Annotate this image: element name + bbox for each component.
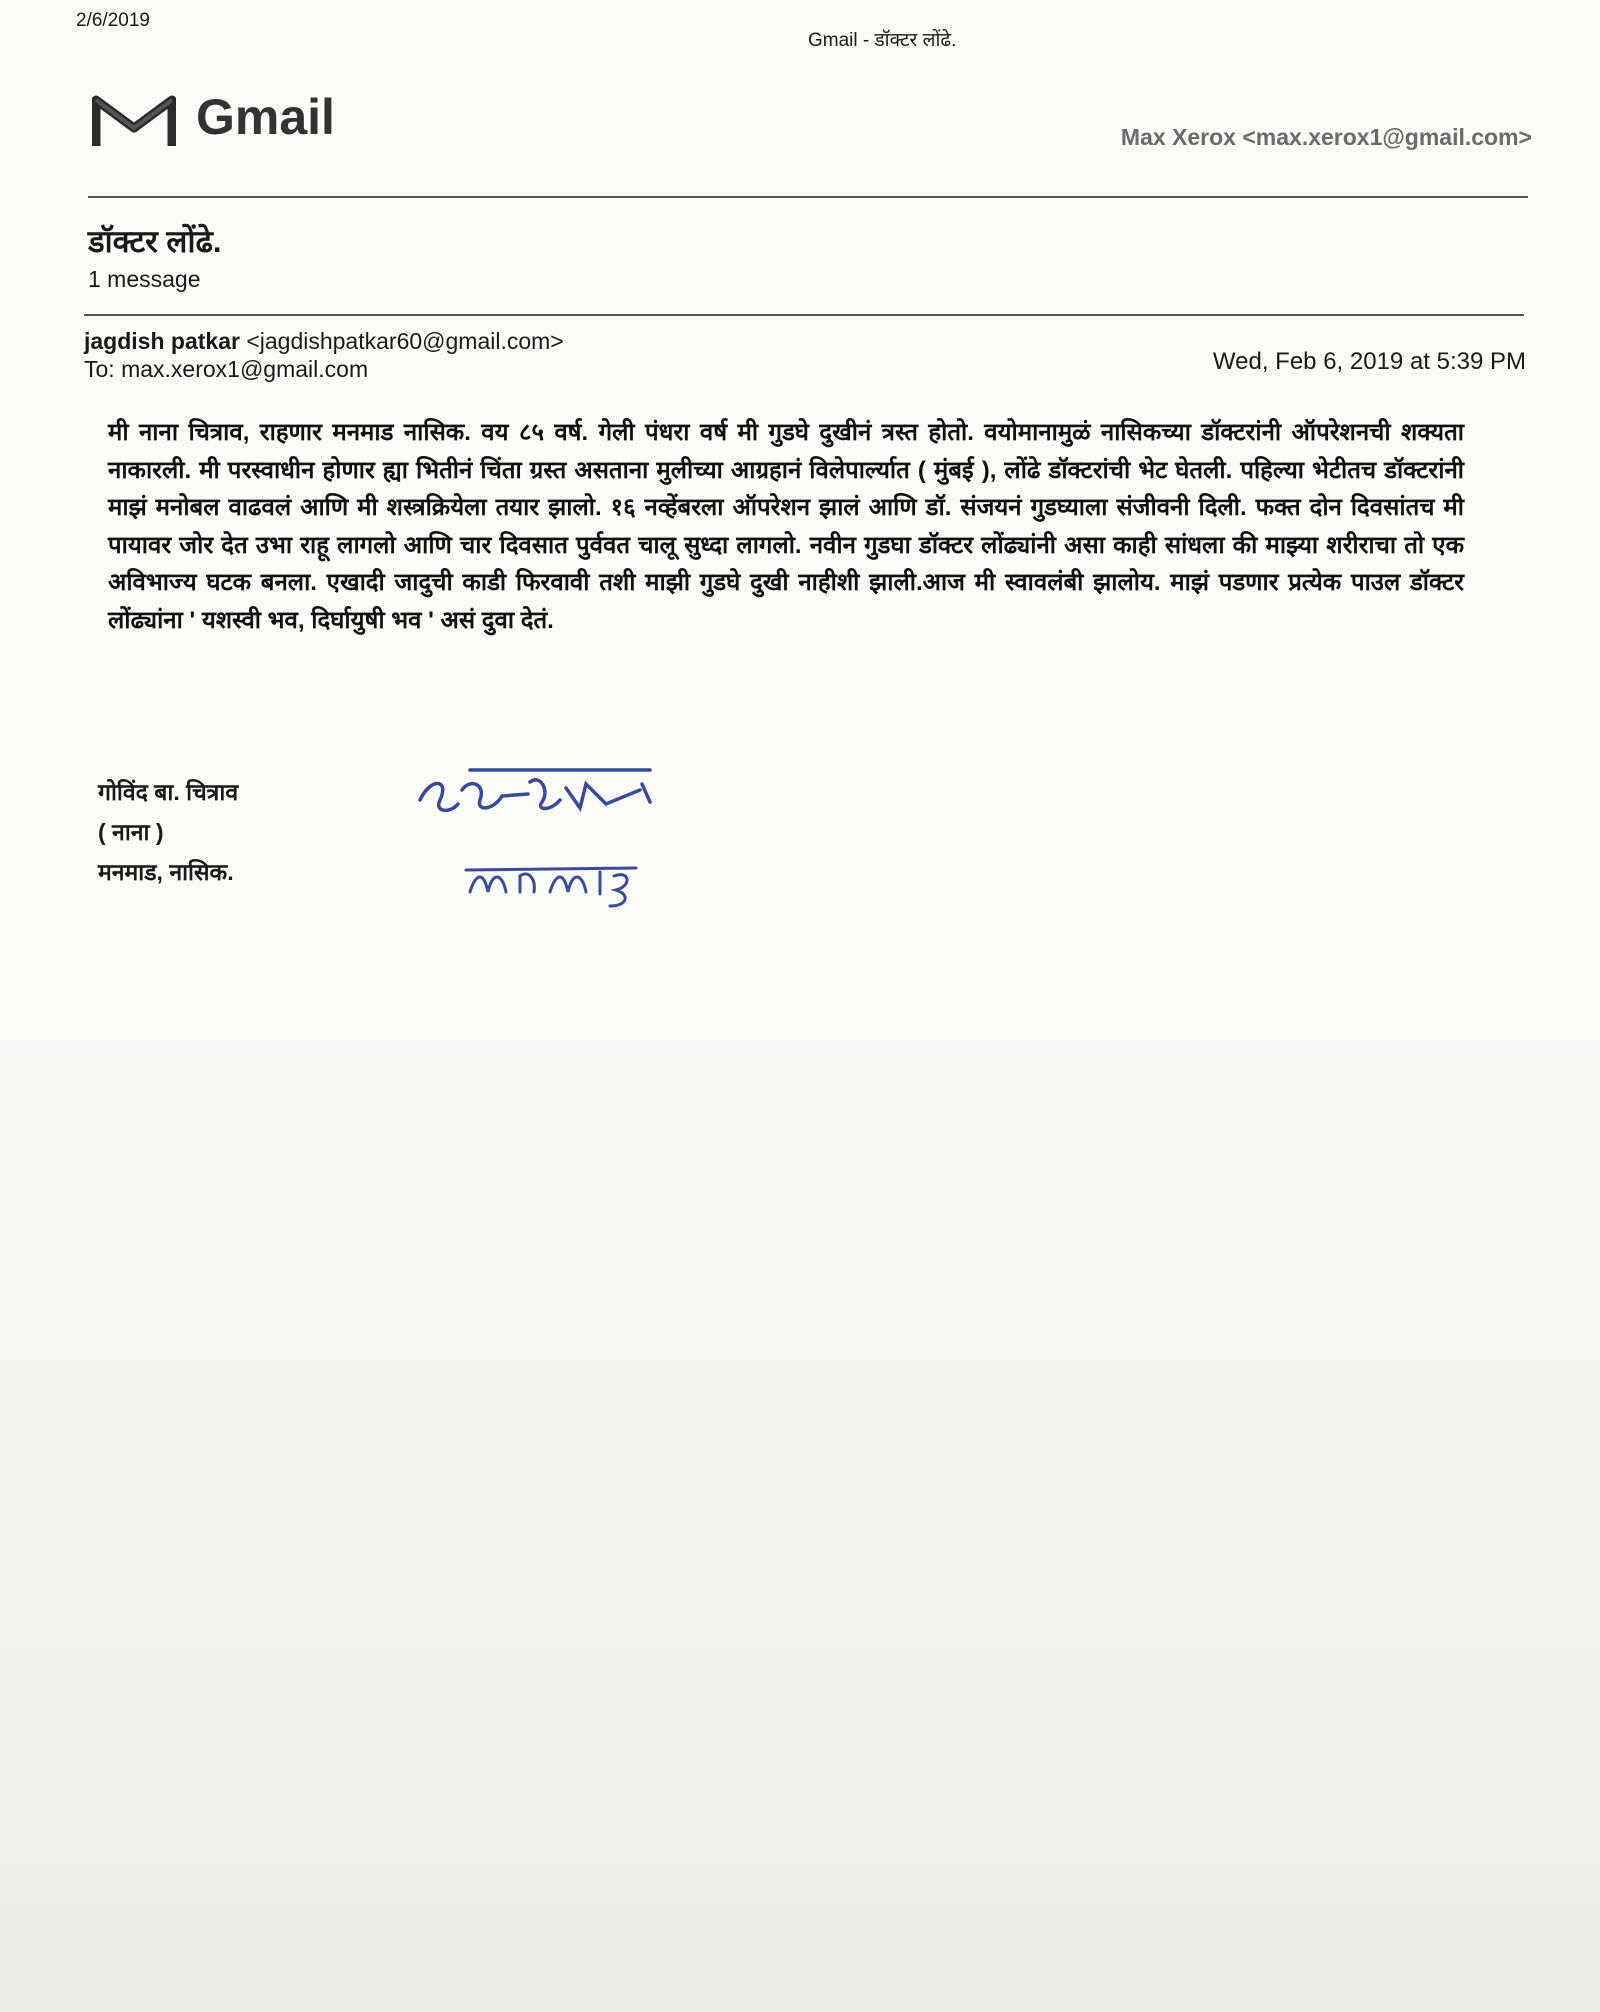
gmail-brand: Gmail	[196, 89, 335, 145]
paper-shadow	[0, 1020, 1600, 2012]
recipient-line: To: max.xerox1@gmail.com	[84, 356, 369, 382]
header-divider	[88, 196, 1528, 198]
sender-name: jagdish patkar	[84, 328, 240, 354]
gmail-header	[92, 88, 1532, 158]
sender-line	[84, 328, 564, 355]
message-body: मी नाना चित्राव, राहणार मनमाड नासिक. वय ८५ वर्ष. गेली पंधरा वर्ष मी गुडघे दुखीनं त्रस्त होतो. वयोमानामुळं नासिकच्या डॉक्टरांनी ऑपरेशनची शक्यता नाकारली. मी परस्वाधीन होणार ह्या भितीनं चिंता ग्रस्त असताना मुलीच्या आग्रहानं विलेपार्ल्यात ( मुंबई ), लोंढे डॉक्टरांची भेट घेतली. पहिल्या भेटीतच डॉक्टरांनी माझं मनोबल वाढवलं आणि मी शस्त्रक्रियेला तयार झालो. १६ नव्हेंबरला ऑपरेशन झालं आणि डॉ. संजयनं गुडघ्याला संजीवनी दिली. फक्त दोन दिवसांतच मी पायावर जोर देत उभा राहू लागलो आणि चार दिवसात पुर्ववत चालू सुध्दा लागलो. नवीन गुडघा डॉक्टर लोंढ्यांनी असा काही सांधला की माझ्या शरीराचा तो एक अविभाज्य घटक बनला. एखादी जादुची काडी फिरवावी तशी माझी गुडघे दुखी नाहीशी झाली.आज मी स्वावलंबी झालोय. माझं पडणार प्रत्येक पाउल डॉक्टर लोंढ्यांना ' यशस्वी भव, दिर्घायुषी भव ' असं दुवा देतं.	[108, 419, 1464, 634]
thread-divider	[84, 314, 1524, 316]
print-title: Gmail - डॉक्टर लोंढे.	[808, 30, 957, 51]
sender-email: <jagdishpatkar60@gmail.com>	[246, 328, 564, 354]
message-count: 1 message	[88, 266, 201, 292]
signoff-block	[98, 772, 238, 892]
signoff-alias: ( नाना )	[98, 819, 164, 845]
handwritten-signature	[410, 760, 740, 920]
print-date: 2/6/2019	[76, 10, 150, 31]
email-subject: डॉक्टर लोंढे.	[88, 224, 222, 259]
gmail-m-icon	[92, 92, 176, 150]
signoff-name: गोविंद बा. चित्राव	[98, 779, 239, 805]
message-date: Wed, Feb 6, 2019 at 5:39 PM	[1212, 348, 1526, 375]
signoff-place: मनमाड, नासिक.	[98, 859, 234, 885]
account-label: Max Xerox <max.xerox1@gmail.com>	[1120, 124, 1532, 150]
